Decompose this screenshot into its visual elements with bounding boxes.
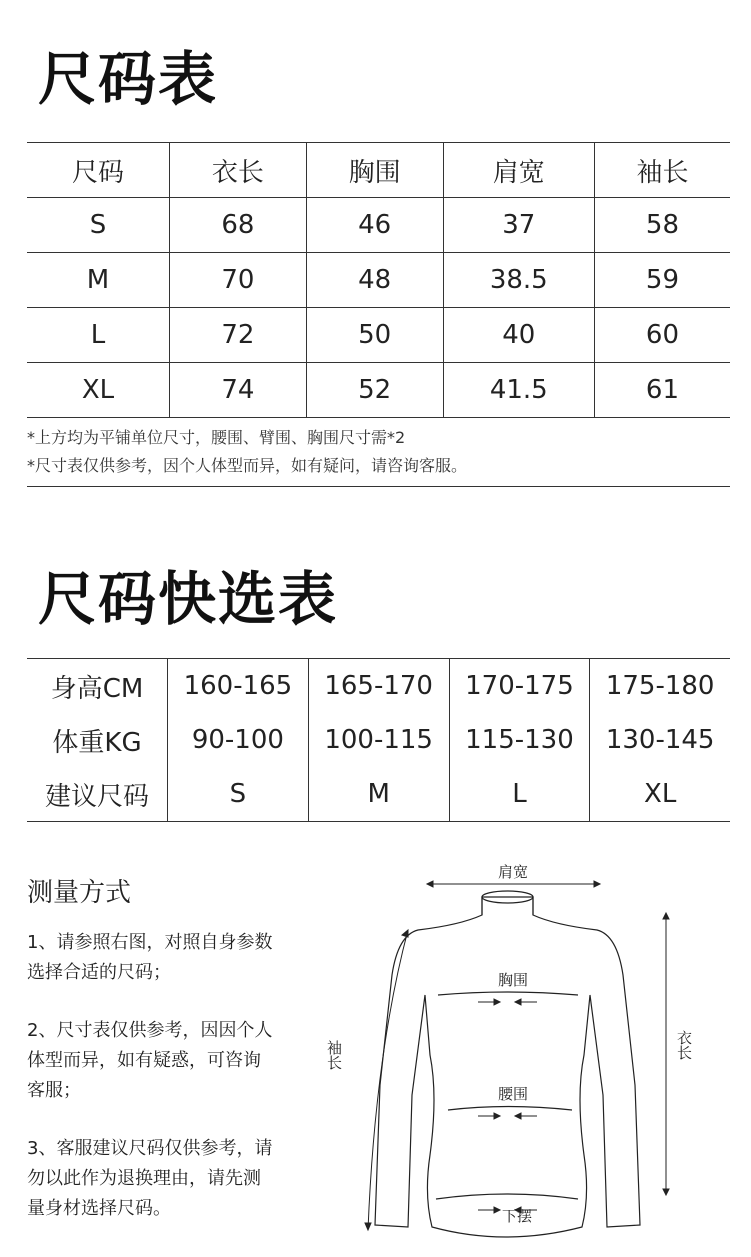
- sleeve-label: 袖长: [325, 1040, 343, 1070]
- table-cell: 59: [594, 253, 730, 308]
- table-header-row: [27, 143, 730, 198]
- table-cell: 165-170: [308, 659, 449, 714]
- hem-label: 下摆: [501, 1207, 533, 1225]
- header-cell: 胸围: [306, 143, 443, 198]
- size-chart-title: 尺码表: [38, 45, 219, 113]
- table-cell: 72: [170, 308, 307, 363]
- table-cell: 175-180: [590, 659, 730, 714]
- row-label: 建议尺码: [27, 767, 168, 822]
- table-cell: L: [449, 767, 590, 822]
- header-cell: 尺码: [27, 143, 170, 198]
- table-row: [27, 659, 730, 714]
- table-row: [27, 363, 730, 418]
- table-cell: 68: [170, 198, 307, 253]
- table-cell: 90-100: [168, 713, 309, 767]
- table-cell: 40: [443, 308, 594, 363]
- table-cell: 58: [594, 198, 730, 253]
- garment-diagram: [320, 855, 720, 1255]
- table-cell: 60: [594, 308, 730, 363]
- table-cell: 100-115: [308, 713, 449, 767]
- table-cell: XL: [590, 767, 730, 822]
- table-cell: 38.5: [443, 253, 594, 308]
- measure-step-1: 1、请参照右图，对照自身参数选择合适的尺码；: [27, 932, 273, 983]
- table-cell: 160-165: [168, 659, 309, 714]
- waist-label: 腰围: [497, 1085, 529, 1103]
- table-cell: 37: [443, 198, 594, 253]
- size-notes: [27, 424, 730, 487]
- table-cell: 61: [594, 363, 730, 418]
- table-row: [27, 713, 730, 767]
- row-label: 身高CM: [27, 659, 168, 714]
- table-row: [27, 253, 730, 308]
- table-cell: 41.5: [443, 363, 594, 418]
- table-cell: S: [168, 767, 309, 822]
- table-cell: 46: [306, 198, 443, 253]
- table-row: [27, 767, 730, 822]
- table-cell: XL: [27, 363, 170, 418]
- table-cell: 52: [306, 363, 443, 418]
- sleeve-line: [368, 930, 408, 1230]
- header-cell: 肩宽: [443, 143, 594, 198]
- table-row: [27, 198, 730, 253]
- table-cell: 74: [170, 363, 307, 418]
- table-cell: 115-130: [449, 713, 590, 767]
- quick-select-table: [27, 658, 730, 822]
- table-cell: S: [27, 198, 170, 253]
- shoulder-label: 肩宽: [497, 863, 529, 881]
- measure-title: 测量方式: [27, 878, 132, 908]
- header-cell: 衣长: [170, 143, 307, 198]
- table-cell: 170-175: [449, 659, 590, 714]
- table-row: [27, 308, 730, 363]
- table-cell: 70: [170, 253, 307, 308]
- table-cell: 50: [306, 308, 443, 363]
- table-cell: M: [27, 253, 170, 308]
- chest-label: 胸围: [497, 971, 529, 989]
- table-cell: 130-145: [590, 713, 730, 767]
- row-label: 体重KG: [52, 727, 142, 758]
- table-cell: L: [27, 308, 170, 363]
- note-line: *尺寸表仅供参考，因个人体型而异，如有疑问，请咨询客服。: [27, 456, 468, 475]
- table-cell: 48: [306, 253, 443, 308]
- quick-select-title: 尺码快选表: [38, 565, 339, 633]
- shirt-outline: [375, 897, 640, 1237]
- note-line: *上方均为平铺单位尺寸，腰围、臂围、胸围尺寸需*2: [27, 428, 406, 447]
- table-cell: M: [308, 767, 449, 822]
- size-table: [27, 142, 730, 418]
- measure-step-2: 2、尺寸表仅供参考，因因个人体型而异，如有疑惑，可咨询客服；: [27, 1020, 273, 1101]
- header-cell: 袖长: [594, 143, 730, 198]
- length-label: 衣长: [675, 1030, 693, 1060]
- measure-step-3: 3、客服建议尺码仅供参考，请勿以此作为退换理由，请先测量身材选择尺码。: [27, 1138, 273, 1219]
